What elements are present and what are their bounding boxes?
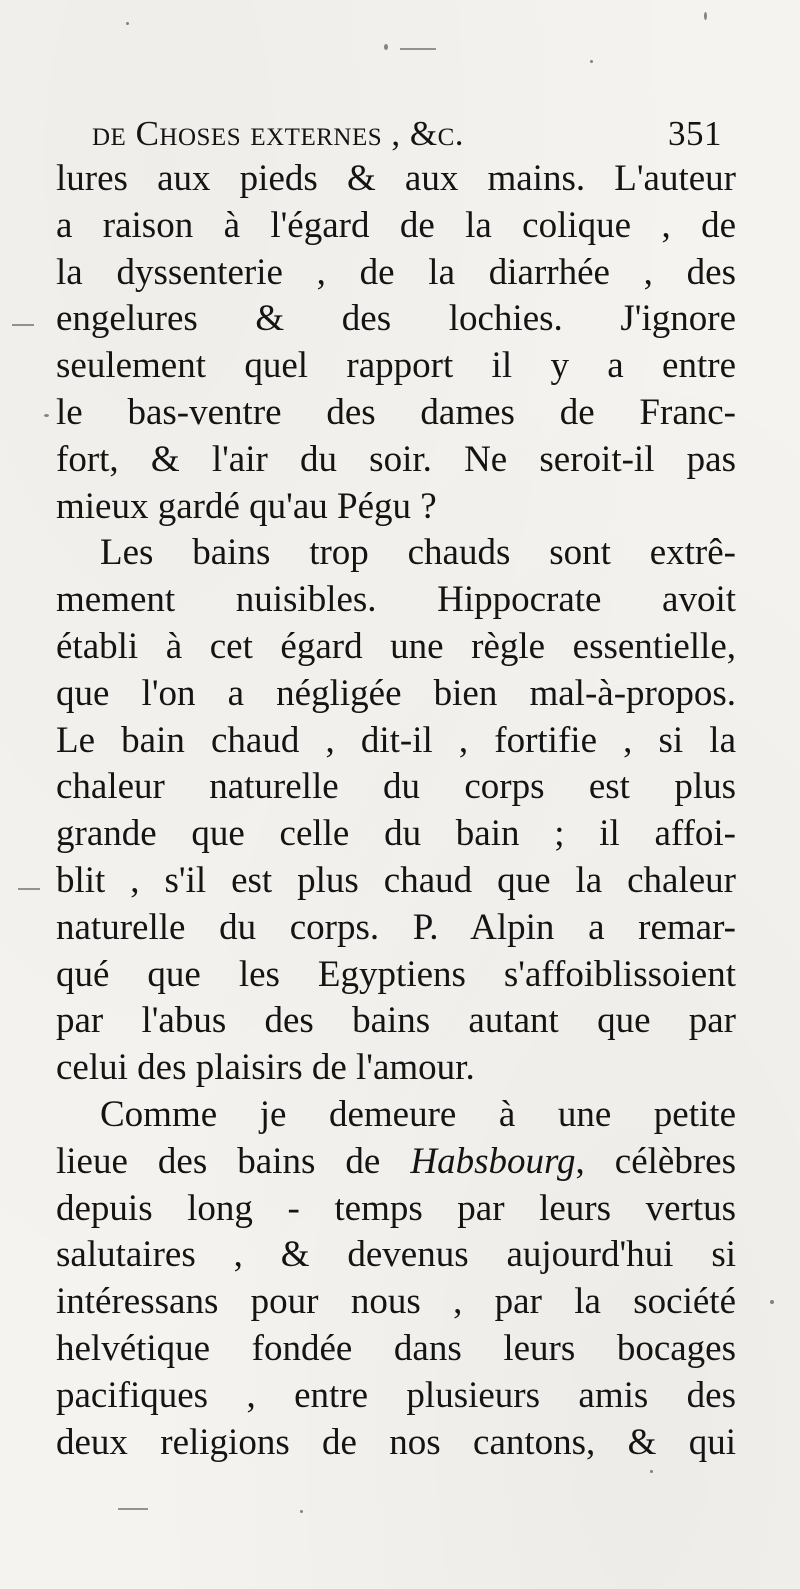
paper-speck — [770, 1300, 774, 1304]
text-line: fort, & l'air du soir. Ne seroit-il pas — [56, 438, 736, 480]
paper-speck — [126, 22, 129, 25]
text-line: chaleur naturelle du corps est plus — [56, 766, 736, 808]
text-line: mieux gardé qu'au Pégu ? — [56, 485, 437, 527]
text-line: engelures & des lochies. J'ignore — [56, 298, 736, 340]
text-line: lures aux pieds & aux mains. L'auteur — [56, 158, 736, 199]
text-line: celui des plaisirs de l'amour. — [56, 1047, 475, 1089]
text-line: naturelle du corps. P. Alpin a remar- — [56, 906, 736, 948]
text-line: intéressans pour nous , par la société — [56, 1281, 736, 1323]
paper-speck — [704, 12, 707, 20]
scan-mark — [118, 1508, 148, 1510]
text-line: par l'abus des bains autant que par — [56, 1000, 736, 1042]
text-line: pacifiques , entre plusieurs amis des — [56, 1374, 736, 1416]
text-line: le bas-ventre des dames de Franc- — [56, 391, 736, 433]
text-line: blit , s'il est plus chaud que la chaleur — [56, 859, 736, 901]
text-line: Comme je demeure à une petite — [100, 1093, 736, 1135]
scan-mark — [12, 324, 34, 326]
text-line: grande que celle du bain ; il affoi- — [56, 813, 736, 855]
paper-speck — [300, 1510, 303, 1513]
scan-mark — [18, 888, 40, 890]
body-text — [56, 156, 736, 1466]
text-line: établi à cet égard une règle essentielle, — [56, 625, 736, 667]
paper-speck — [384, 44, 388, 50]
place-name-italic: Habsbourg — [410, 1140, 576, 1182]
text-segment: lieue des bains de — [56, 1140, 411, 1182]
text-line: Les bains trop chauds sont extrê- — [100, 532, 736, 574]
text-segment: , célèbres — [575, 1140, 736, 1182]
running-head-title: de Choses externes , &c. — [92, 114, 465, 153]
text-line: seulement quel rapport il y a entre — [56, 345, 736, 387]
text-line: la dyssenterie , de la diarrhée , des — [56, 251, 736, 293]
text-line: a raison à l'égard de la colique , de — [56, 204, 736, 246]
running-head — [92, 114, 722, 154]
text-line: qué que les Egyptiens s'affoiblissoient — [56, 953, 736, 995]
scan-mark — [400, 48, 436, 50]
text-line: deux religions de nos cantons, & qui — [56, 1421, 736, 1463]
text-line: helvétique fondée dans leurs bocages — [56, 1327, 736, 1369]
paper-speck — [44, 414, 49, 417]
text-line — [56, 1139, 736, 1186]
paper-speck — [590, 60, 593, 63]
text-line: mement nuisibles. Hippocrate avoit — [56, 579, 736, 621]
page-number: 351 — [668, 114, 722, 153]
text-line: depuis long - temps par leurs vertus — [56, 1187, 736, 1229]
text-line: que l'on a négligée bien mal-à-propos. — [56, 672, 736, 714]
paper-speck — [650, 1470, 653, 1473]
text-line: salutaires , & devenus aujourd'hui si — [56, 1234, 736, 1276]
text-line: Le bain chaud , dit-il , fortifie , si la — [56, 719, 736, 761]
